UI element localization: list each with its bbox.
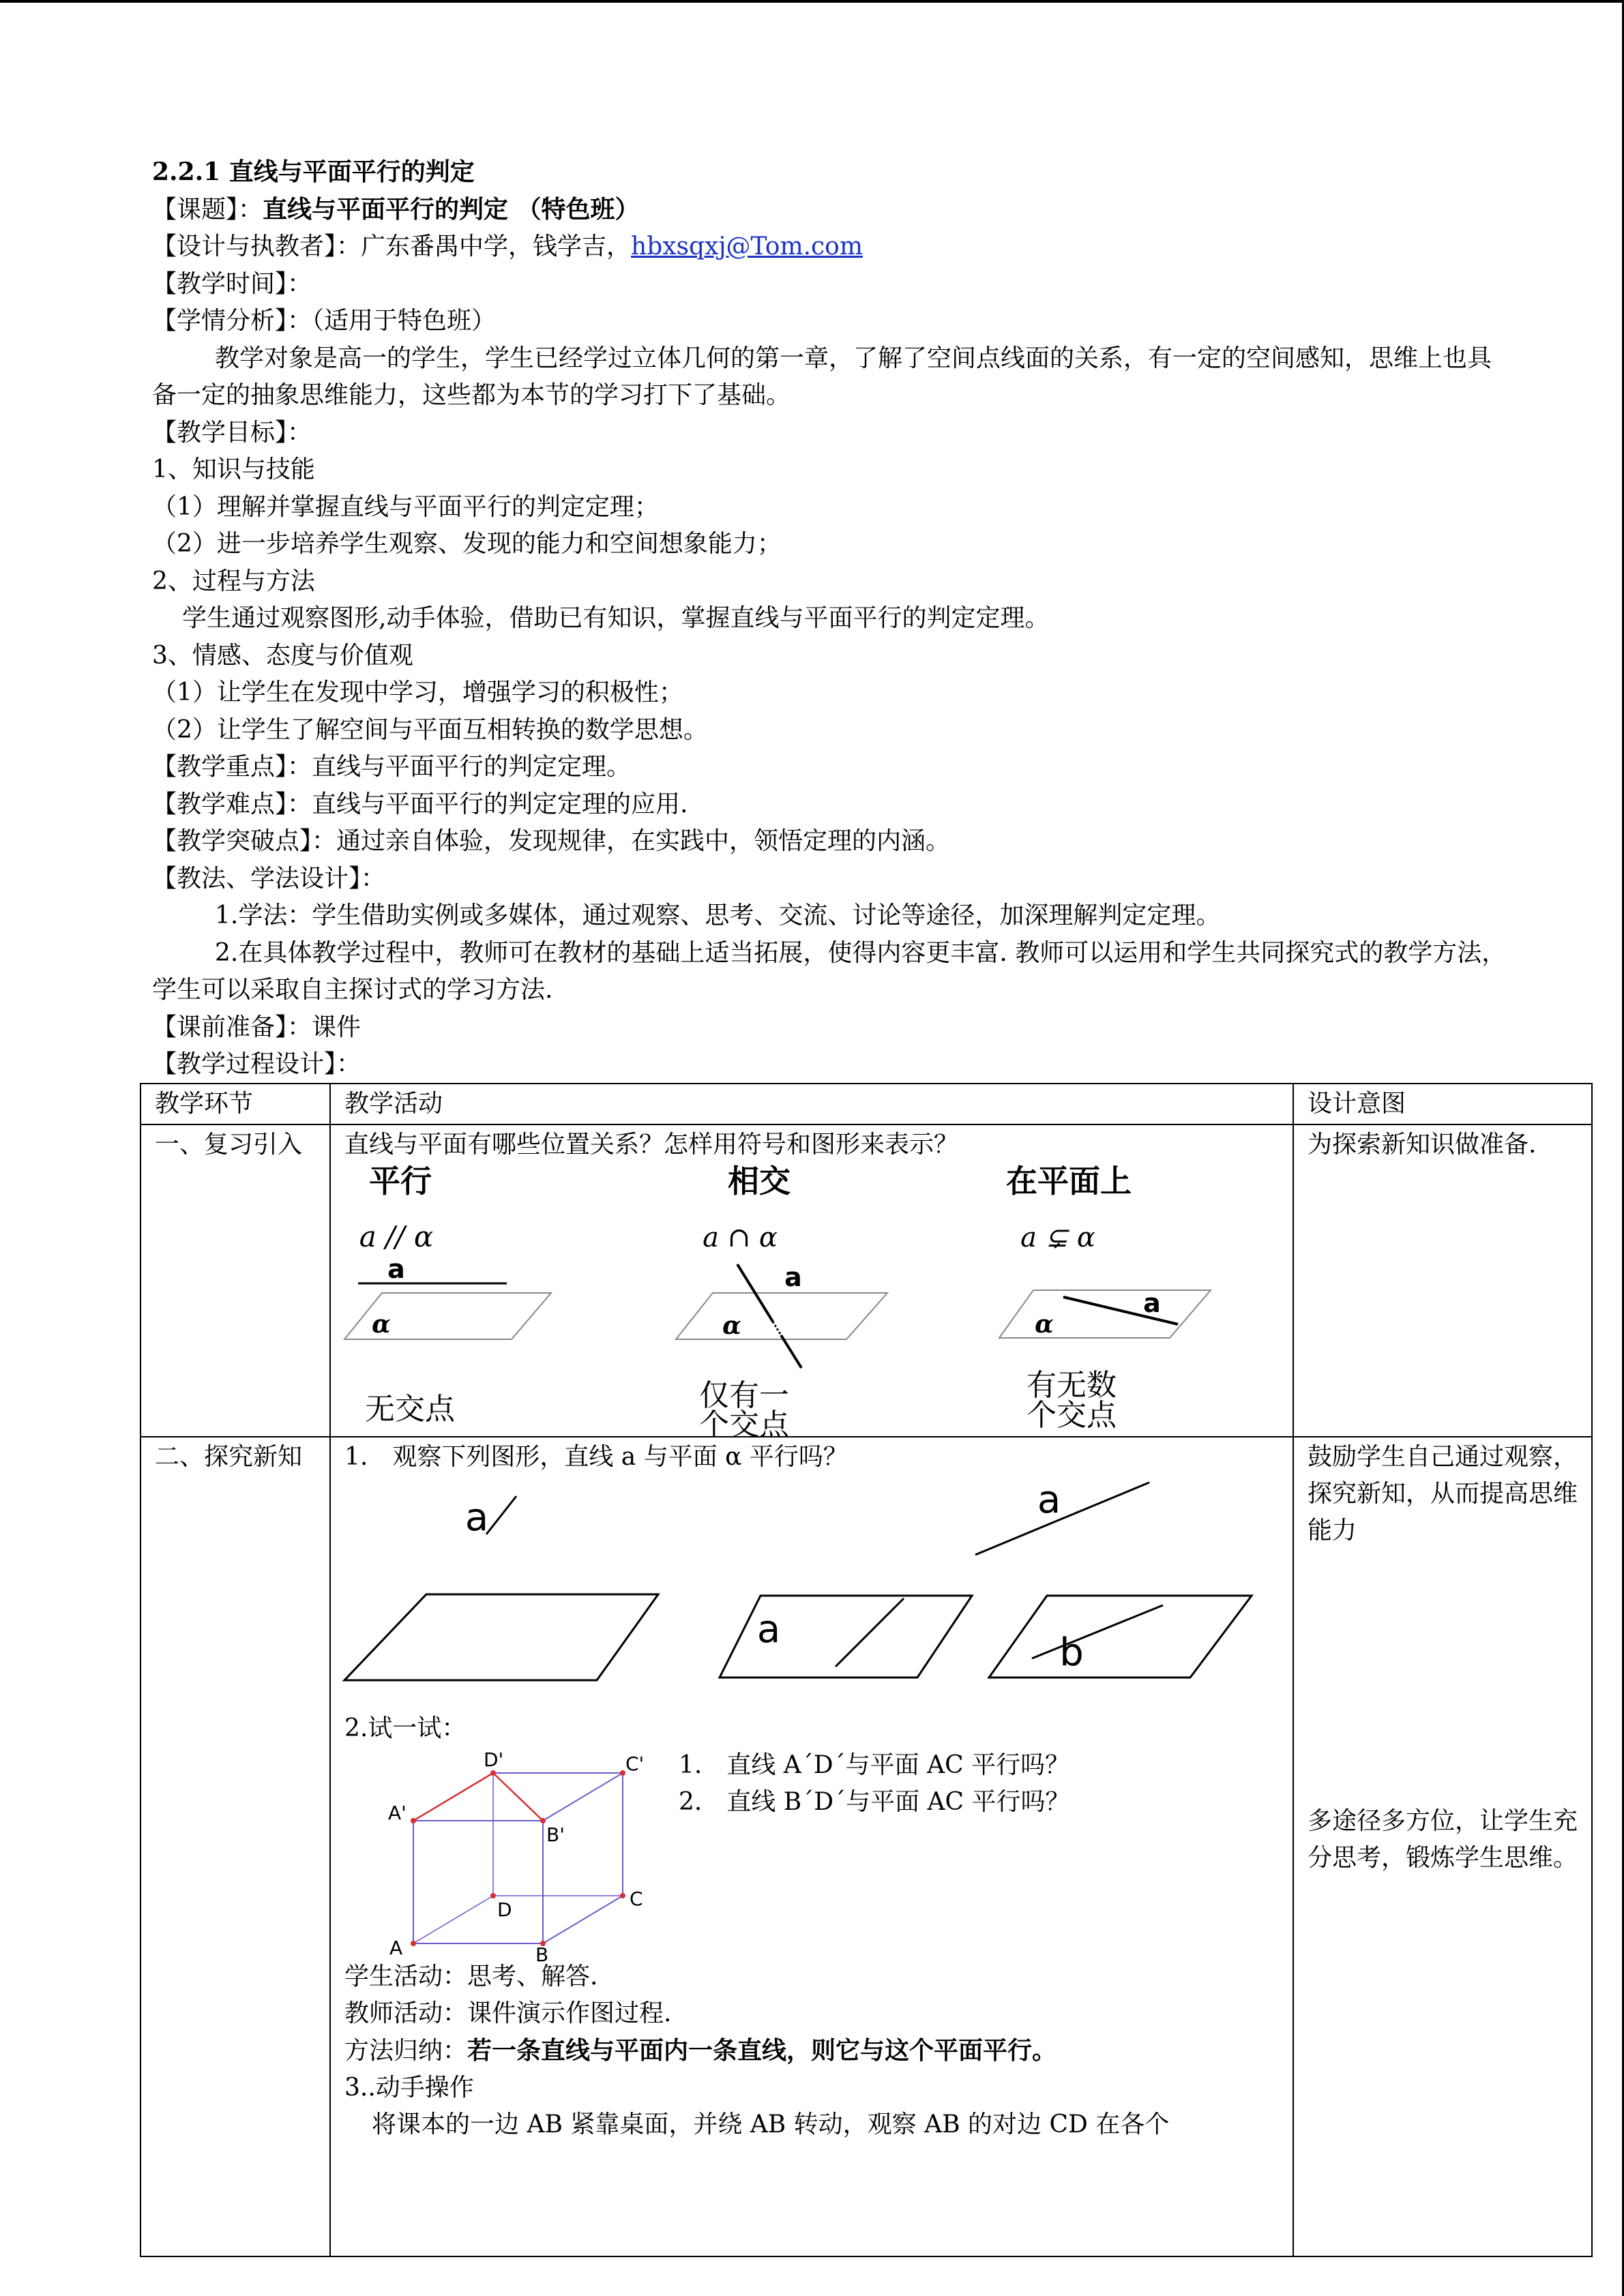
analysis-line <box>152 303 1509 340</box>
inplane-plane <box>999 1290 1211 1338</box>
fig2-line <box>836 1598 904 1667</box>
intersect-line-label: a <box>784 1262 802 1292</box>
teacher-activity: 教师活动：课件演示作图过程. <box>344 1999 672 2027</box>
analysis-text: 教学对象是高一的学生，学生已经学过立体几何的第一章，了解了空间点线面的关系，有一定的空间感知，思维上也具备一定的抽象思维能力，这些都为本节的学习打下了基础。 <box>152 344 1492 409</box>
header-stage: 教学环节 <box>141 1084 330 1124</box>
goal3-b: （2）让学生了解空间与平面互相转换的数学思想。 <box>152 715 708 744</box>
title-intersect: 相交 <box>728 1163 791 1199</box>
intent-explore <box>1293 1437 1592 2256</box>
intent-explore-1: 鼓励学生自己通过观察，探究新知，从而提高思维能力 <box>1308 1443 1578 1545</box>
observe-question: 1. 观察下列图形，直线 a 与平面 α 平行吗？ <box>344 1443 848 1471</box>
intersect-plane-label: α <box>722 1311 741 1340</box>
inplane-line-label: a <box>1143 1288 1161 1318</box>
activity-explore <box>330 1437 1293 2256</box>
topic-value: 直线与平面平行的判定 （特色班） <box>263 194 640 224</box>
intersect-plane <box>676 1293 887 1339</box>
goal3-title: 3、情感、态度与价值观 <box>152 641 413 670</box>
edge-bc-bottom <box>543 1896 623 1943</box>
label-c-prime: C' <box>625 1753 645 1775</box>
edge-bc-top <box>543 1773 623 1821</box>
caption-intersect-2: 个交点 <box>699 1407 789 1442</box>
edge-ad-bottom <box>413 1896 493 1943</box>
try-q1: 1. 直线 A´D´与平面 AC 平行吗？ <box>679 1751 1070 1779</box>
caption-inplane-2: 个交点 <box>1027 1398 1117 1433</box>
method-2: 2.在具体教学过程中，教师可在教材的基础上适当拓展，使得内容更丰富. 教师可以运用和学生共同探究式的教学方法，学生可以采取自主探讨式的学习方法. <box>152 938 1507 1004</box>
process-label: 【教学过程设计】： <box>152 1050 361 1078</box>
cube-figure <box>376 1743 649 1966</box>
goal2-title: 2、过程与方法 <box>152 567 315 595</box>
designer-label: 【设计与执教者】： <box>152 233 361 260</box>
goal1-b: （2）进一步培养学生观察、发现的能力和空间想象能力； <box>152 530 782 558</box>
topic-label: 【课题】： <box>152 195 263 224</box>
header-activity: 教学活动 <box>330 1084 1293 1124</box>
caption-inplane-1: 有无数 <box>1027 1368 1117 1403</box>
stage-review: 一、复习引入 <box>141 1124 330 1437</box>
table-row-explore <box>141 1437 1592 2256</box>
topic-line <box>152 191 1509 229</box>
table-row-review <box>141 1124 1592 1437</box>
fig3-line-a-label: a <box>1037 1478 1061 1522</box>
fig3-line-a <box>975 1482 1149 1555</box>
fig2-line-label: a <box>756 1607 781 1652</box>
fig1-line-label: a <box>464 1495 489 1540</box>
intersect-line-hidden <box>773 1322 781 1335</box>
caption-intersect-1: 仅有一 <box>699 1378 789 1413</box>
method-summary-label: 方法归纳： <box>344 2037 468 2065</box>
label-c: C <box>630 1888 643 1910</box>
point-a <box>411 1941 416 1946</box>
method-summary-text: 若一条直线与平面内一条直线，则它与这个平面平行。 <box>467 2036 1057 2065</box>
title-parallel: 平行 <box>369 1163 432 1199</box>
method-1: 1.学法：学生借助实例或多媒体，通过观察、思考、交流、讨论等途径，加深理解判定定理。 <box>215 901 1221 929</box>
point-a-prime <box>411 1818 416 1823</box>
point-d-prime <box>490 1770 496 1776</box>
hands-on-title: 3..动手操作 <box>344 2074 474 2102</box>
edge-bd-top-red <box>493 1773 543 1821</box>
symbol-parallel: a // α <box>359 1220 434 1253</box>
point-c-prime <box>620 1770 625 1776</box>
student-activity: 学生活动：思考、解答. <box>344 1963 598 1991</box>
designer-value: 广东番禺中学，钱学吉， <box>361 233 632 260</box>
intent-explore-2: 多途径多方位，让学生充分思考，锻炼学生思维。 <box>1308 1807 1578 1872</box>
fig1-line <box>486 1496 516 1534</box>
try-title: 2.试一试： <box>344 1714 467 1742</box>
inplane-plane-label: α <box>1035 1310 1054 1339</box>
prep: 【课前准备】：课件 <box>152 1013 361 1041</box>
title-in-plane: 在平面上 <box>1006 1163 1132 1199</box>
goal1-title: 1、知识与技能 <box>152 456 315 483</box>
try-section <box>344 1747 1279 1966</box>
analysis-label: 【学情分析】： <box>152 307 312 335</box>
point-d <box>490 1893 496 1898</box>
goal3-a: （1）让学生在发现中学习，增强学习的积极性； <box>152 679 683 706</box>
intersect-line-lower <box>781 1335 801 1368</box>
goal2-text: 学生通过观察图形,动手体验，借助已有知识，掌握直线与平面平行的判定定理。 <box>182 604 1050 632</box>
breakthrough: 【教学突破点】：通过亲自体验，发现规律，在实践中，领悟定理的内涵。 <box>152 827 951 855</box>
label-b: B <box>535 1943 549 1966</box>
time-label: 【教学时间】： <box>152 269 312 298</box>
label-a: A <box>389 1937 403 1959</box>
table-header-row <box>141 1084 1592 1124</box>
difficulty: 【教学难点】：直线与平面平行的判定定理的应用. <box>152 790 688 818</box>
designer-line <box>152 228 1509 266</box>
parallel-plane-label: α <box>372 1310 391 1339</box>
fig3-plane <box>989 1596 1252 1678</box>
edge-ad-top-red <box>413 1773 493 1821</box>
fig1-plane <box>344 1594 658 1680</box>
section-title: 2.2.1 直线与平面平行的判定 <box>152 158 475 186</box>
fig3-line-b-label: b <box>1059 1630 1084 1675</box>
hands-on-text: 将课本的一边 AB 紧靠桌面，并绕 AB 转动，观察 AB 的对边 CD 在各个 <box>372 2111 1170 2138</box>
goals-label: 【教学目标】： <box>152 418 312 447</box>
review-question: 直线与平面有哪些位置关系？怎样用符号和图形来表示？ <box>344 1131 959 1159</box>
goal1-a: （1）理解并掌握直线与平面平行的判定定理； <box>152 492 659 521</box>
process-table <box>140 1083 1593 2257</box>
point-b-prime <box>540 1818 546 1823</box>
observe-figures <box>344 1476 1252 1680</box>
header-intent: 设计意图 <box>1293 1084 1592 1124</box>
stage-explore: 二、探究新知 <box>141 1437 330 2256</box>
label-b-prime: B' <box>546 1823 565 1846</box>
label-a-prime: A' <box>388 1802 407 1824</box>
position-relations-figure <box>344 1163 1252 1442</box>
try-q2: 2. 直线 B´D´与平面 AC 平行吗？ <box>679 1788 1070 1816</box>
method-summary <box>344 2032 1279 2070</box>
symbol-subset: a ⊊ α <box>1020 1222 1095 1253</box>
method-label: 【教法、学法设计】： <box>152 864 386 893</box>
fig3-line-b <box>1032 1605 1163 1658</box>
intent-review: 为探索新知识做准备. <box>1293 1124 1592 1437</box>
analysis-note: （适用于特色班） <box>312 307 497 335</box>
point-c <box>620 1893 625 1898</box>
symbol-intersect: a ∩ α <box>703 1222 778 1253</box>
label-d-prime: D' <box>484 1748 504 1771</box>
lesson-document <box>152 153 1509 1084</box>
key-point: 【教学重点】：直线与平面平行的判定定理。 <box>152 753 632 781</box>
caption-parallel: 无交点 <box>365 1392 455 1427</box>
activity-review <box>330 1124 1293 1442</box>
label-d: D <box>497 1898 512 1921</box>
top-border <box>0 0 1624 3</box>
parallel-line-label: a <box>387 1254 405 1284</box>
designer-email-link[interactable]: hbxsqxj@Tom.com <box>631 233 863 260</box>
